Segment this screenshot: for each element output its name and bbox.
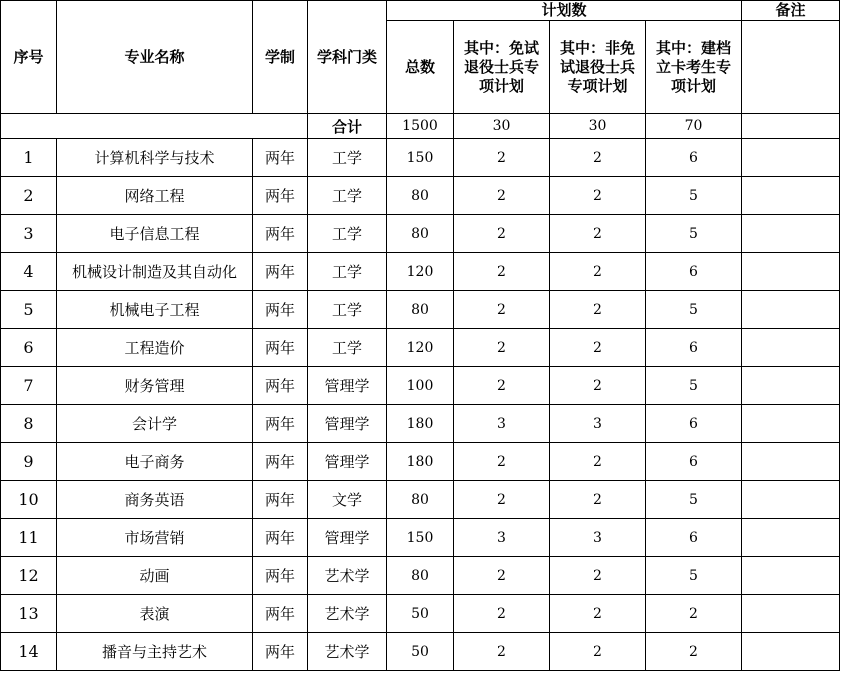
cell-sub1: 2 bbox=[454, 367, 550, 405]
cell-duration: 两年 bbox=[253, 177, 308, 215]
table-row bbox=[1, 519, 840, 557]
cell-duration: 两年 bbox=[253, 519, 308, 557]
header-category: 学科门类 bbox=[308, 1, 387, 114]
table-row bbox=[1, 253, 840, 291]
table-row bbox=[1, 329, 840, 367]
cell-sub2: 2 bbox=[550, 367, 646, 405]
cell-remark bbox=[742, 633, 840, 671]
cell-sub1: 3 bbox=[454, 519, 550, 557]
cell-sub3: 6 bbox=[646, 443, 742, 481]
cell-sub2: 2 bbox=[550, 557, 646, 595]
cell-category: 工学 bbox=[308, 215, 387, 253]
cell-major: 财务管理 bbox=[57, 367, 253, 405]
cell-remark bbox=[742, 139, 840, 177]
table-row bbox=[1, 557, 840, 595]
cell-major: 播音与主持艺术 bbox=[57, 633, 253, 671]
cell-total: 80 bbox=[387, 481, 454, 519]
cell-category: 工学 bbox=[308, 139, 387, 177]
cell-sub2: 2 bbox=[550, 329, 646, 367]
cell-category: 文学 bbox=[308, 481, 387, 519]
header-duration: 学制 bbox=[253, 1, 308, 114]
cell-sub1: 2 bbox=[454, 329, 550, 367]
table-row bbox=[1, 595, 840, 633]
cell-index: 12 bbox=[1, 557, 57, 595]
cell-index: 6 bbox=[1, 329, 57, 367]
cell-duration: 两年 bbox=[253, 443, 308, 481]
cell-sub3: 5 bbox=[646, 291, 742, 329]
cell-total: 50 bbox=[387, 633, 454, 671]
table-row bbox=[1, 215, 840, 253]
table-row bbox=[1, 367, 840, 405]
cell-category: 工学 bbox=[308, 177, 387, 215]
summary-total: 1500 bbox=[387, 114, 454, 139]
cell-remark bbox=[742, 291, 840, 329]
cell-duration: 两年 bbox=[253, 291, 308, 329]
cell-remark bbox=[742, 443, 840, 481]
cell-major: 工程造价 bbox=[57, 329, 253, 367]
cell-index: 8 bbox=[1, 405, 57, 443]
cell-total: 50 bbox=[387, 595, 454, 633]
header-sub2: 其中：非免试退役士兵专项计划 bbox=[550, 21, 646, 114]
cell-sub2: 2 bbox=[550, 443, 646, 481]
cell-total: 80 bbox=[387, 291, 454, 329]
cell-remark bbox=[742, 329, 840, 367]
header-total: 总数 bbox=[387, 21, 454, 114]
summary-remark bbox=[742, 114, 840, 139]
header-index: 序号 bbox=[1, 1, 57, 114]
cell-index: 3 bbox=[1, 215, 57, 253]
cell-sub3: 6 bbox=[646, 139, 742, 177]
cell-major: 计算机科学与技术 bbox=[57, 139, 253, 177]
cell-duration: 两年 bbox=[253, 329, 308, 367]
cell-major: 电子信息工程 bbox=[57, 215, 253, 253]
cell-total: 180 bbox=[387, 405, 454, 443]
table-row bbox=[1, 481, 840, 519]
cell-remark bbox=[742, 595, 840, 633]
cell-sub3: 2 bbox=[646, 595, 742, 633]
cell-index: 14 bbox=[1, 633, 57, 671]
cell-category: 艺术学 bbox=[308, 557, 387, 595]
cell-total: 180 bbox=[387, 443, 454, 481]
cell-sub1: 2 bbox=[454, 139, 550, 177]
cell-remark bbox=[742, 253, 840, 291]
summary-label: 合计 bbox=[308, 114, 387, 139]
header-sub3: 其中：建档立卡考生专项计划 bbox=[646, 21, 742, 114]
cell-remark bbox=[742, 481, 840, 519]
cell-major: 市场营销 bbox=[57, 519, 253, 557]
summary-sub2: 30 bbox=[550, 114, 646, 139]
cell-category: 工学 bbox=[308, 329, 387, 367]
cell-remark bbox=[742, 519, 840, 557]
cell-sub2: 2 bbox=[550, 481, 646, 519]
header-remark-blank bbox=[742, 21, 840, 114]
cell-index: 10 bbox=[1, 481, 57, 519]
cell-index: 1 bbox=[1, 139, 57, 177]
cell-category: 管理学 bbox=[308, 367, 387, 405]
cell-sub2: 2 bbox=[550, 139, 646, 177]
cell-category: 艺术学 bbox=[308, 633, 387, 671]
cell-index: 5 bbox=[1, 291, 57, 329]
cell-sub3: 5 bbox=[646, 367, 742, 405]
cell-sub2: 3 bbox=[550, 405, 646, 443]
cell-sub2: 2 bbox=[550, 595, 646, 633]
cell-duration: 两年 bbox=[253, 253, 308, 291]
summary-row bbox=[1, 114, 840, 139]
cell-sub1: 2 bbox=[454, 595, 550, 633]
cell-major: 网络工程 bbox=[57, 177, 253, 215]
cell-major: 机械电子工程 bbox=[57, 291, 253, 329]
cell-sub1: 2 bbox=[454, 215, 550, 253]
cell-sub2: 2 bbox=[550, 177, 646, 215]
cell-index: 2 bbox=[1, 177, 57, 215]
cell-duration: 两年 bbox=[253, 633, 308, 671]
cell-sub3: 2 bbox=[646, 633, 742, 671]
cell-sub2: 2 bbox=[550, 633, 646, 671]
cell-major: 会计学 bbox=[57, 405, 253, 443]
cell-duration: 两年 bbox=[253, 557, 308, 595]
cell-total: 80 bbox=[387, 177, 454, 215]
cell-category: 管理学 bbox=[308, 519, 387, 557]
cell-sub3: 6 bbox=[646, 253, 742, 291]
cell-sub1: 2 bbox=[454, 253, 550, 291]
cell-remark bbox=[742, 557, 840, 595]
table-row bbox=[1, 633, 840, 671]
cell-duration: 两年 bbox=[253, 139, 308, 177]
cell-index: 4 bbox=[1, 253, 57, 291]
cell-index: 13 bbox=[1, 595, 57, 633]
cell-sub3: 5 bbox=[646, 177, 742, 215]
table-row bbox=[1, 443, 840, 481]
header-plan: 计划数 bbox=[387, 1, 742, 21]
cell-sub1: 2 bbox=[454, 291, 550, 329]
cell-category: 管理学 bbox=[308, 443, 387, 481]
cell-sub3: 6 bbox=[646, 519, 742, 557]
cell-sub1: 2 bbox=[454, 481, 550, 519]
cell-sub3: 5 bbox=[646, 557, 742, 595]
cell-index: 7 bbox=[1, 367, 57, 405]
table-row bbox=[1, 139, 840, 177]
cell-sub3: 6 bbox=[646, 405, 742, 443]
cell-duration: 两年 bbox=[253, 367, 308, 405]
cell-sub3: 5 bbox=[646, 215, 742, 253]
cell-remark bbox=[742, 367, 840, 405]
table-row bbox=[1, 291, 840, 329]
cell-total: 150 bbox=[387, 519, 454, 557]
cell-duration: 两年 bbox=[253, 215, 308, 253]
cell-total: 100 bbox=[387, 367, 454, 405]
summary-blank-2 bbox=[253, 114, 308, 139]
cell-sub1: 2 bbox=[454, 443, 550, 481]
cell-sub2: 3 bbox=[550, 519, 646, 557]
cell-sub3: 6 bbox=[646, 329, 742, 367]
cell-major: 动画 bbox=[57, 557, 253, 595]
table-row bbox=[1, 177, 840, 215]
cell-sub2: 2 bbox=[550, 215, 646, 253]
cell-sub2: 2 bbox=[550, 253, 646, 291]
cell-total: 80 bbox=[387, 215, 454, 253]
cell-sub3: 5 bbox=[646, 481, 742, 519]
cell-index: 9 bbox=[1, 443, 57, 481]
cell-category: 工学 bbox=[308, 291, 387, 329]
cell-total: 120 bbox=[387, 253, 454, 291]
cell-category: 管理学 bbox=[308, 405, 387, 443]
cell-major: 电子商务 bbox=[57, 443, 253, 481]
header-major: 专业名称 bbox=[57, 1, 253, 114]
cell-duration: 两年 bbox=[253, 595, 308, 633]
cell-major: 商务英语 bbox=[57, 481, 253, 519]
summary-sub1: 30 bbox=[454, 114, 550, 139]
table-row bbox=[1, 405, 840, 443]
cell-total: 80 bbox=[387, 557, 454, 595]
summary-sub3: 70 bbox=[646, 114, 742, 139]
cell-sub1: 2 bbox=[454, 177, 550, 215]
cell-sub1: 2 bbox=[454, 633, 550, 671]
cell-category: 工学 bbox=[308, 253, 387, 291]
header-remark: 备注 bbox=[742, 1, 840, 21]
cell-category: 艺术学 bbox=[308, 595, 387, 633]
cell-remark bbox=[742, 215, 840, 253]
cell-index: 11 bbox=[1, 519, 57, 557]
cell-sub1: 3 bbox=[454, 405, 550, 443]
cell-duration: 两年 bbox=[253, 481, 308, 519]
cell-duration: 两年 bbox=[253, 405, 308, 443]
cell-major: 机械设计制造及其自动化 bbox=[57, 253, 253, 291]
cell-major: 表演 bbox=[57, 595, 253, 633]
cell-sub1: 2 bbox=[454, 557, 550, 595]
cell-remark bbox=[742, 177, 840, 215]
summary-blank bbox=[1, 114, 253, 139]
cell-sub2: 2 bbox=[550, 291, 646, 329]
cell-total: 120 bbox=[387, 329, 454, 367]
header-sub1: 其中：免试退役士兵专项计划 bbox=[454, 21, 550, 114]
cell-remark bbox=[742, 405, 840, 443]
cell-total: 150 bbox=[387, 139, 454, 177]
